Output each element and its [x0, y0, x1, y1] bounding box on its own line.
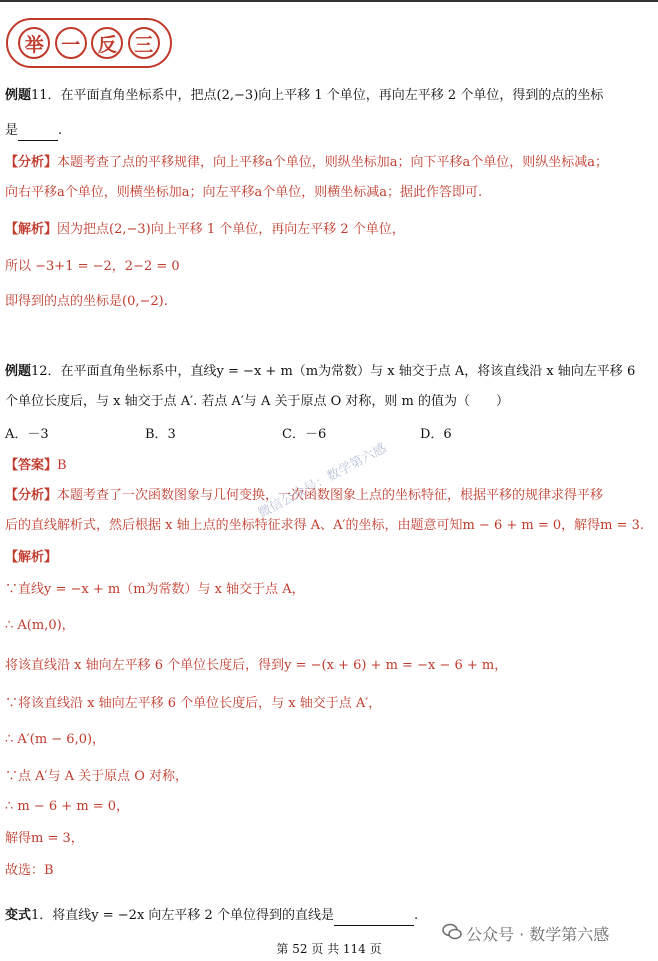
- choice-b: B．3: [145, 427, 176, 442]
- ex11-analysis-line2: 向右平移a个单位，则横坐标加a；向左平移a个单位，则横坐标减a；据此作答即可.: [5, 185, 483, 200]
- variant-question: [5, 906, 418, 926]
- ex12-question-line1: [5, 362, 635, 382]
- solution-step: ∵直线y = −x + m（m为常数）与 x 轴交于点 A，: [5, 582, 305, 597]
- banner-char: 一: [55, 27, 87, 59]
- watermark: 微信公众号：数学第六感: [255, 441, 390, 522]
- banner-char: 三: [128, 27, 160, 59]
- solution-step: ∴ A(m,0)，: [5, 618, 75, 633]
- ex12-answer: [5, 456, 67, 476]
- section-banner: [6, 18, 172, 68]
- example-label: 例题: [5, 88, 32, 103]
- solution-step: 故选：B: [5, 863, 54, 878]
- solution-step: ∴ m − 6 + m = 0，: [5, 799, 130, 814]
- question-text: 11．在平面直角坐标系中，把点(2,−3)向上平移 1 个单位，再向左平移 2 个单位，得到的点的坐标: [31, 88, 604, 103]
- variant-text: 1．将直线y = −2x 向左平移 2 个单位得到的直线是: [31, 908, 334, 923]
- ex11-question-line1: [5, 86, 603, 106]
- solution-tag: 【解析】: [5, 222, 58, 237]
- ex12-analysis-line2: 后的直线解析式，然后根据 x 轴上点的坐标特征求得 A、A′的坐标，由题意可知m − 6 + m = 0，解得m = 3.: [5, 518, 645, 533]
- solution-tag: 【解析】: [5, 550, 58, 565]
- answer-blank: [18, 140, 58, 141]
- ex11-solution-line1: [5, 220, 405, 240]
- choice-a: A．－3: [5, 427, 49, 442]
- banner-char: 反: [91, 27, 123, 59]
- answer-value: B: [57, 458, 67, 473]
- solution-step: ∵点 A′与 A 关于原点 O 对称，: [5, 769, 189, 784]
- ex11-solution-line3: 即得到的点的坐标是(0,−2).: [5, 294, 168, 309]
- answer-blank: [334, 925, 414, 926]
- question-text: .: [58, 123, 63, 138]
- analysis-text: 本题考查了一次函数图象与几何变换，一次函数图象上点的坐标特征，根据平移的规律求得平移: [57, 488, 604, 503]
- page-footer: 第 52 页 共 114 页: [276, 942, 382, 956]
- example-label: 例题: [5, 364, 32, 379]
- solution-text: 因为把点(2,−3)向上平移 1 个单位，再向左平移 2 个单位，: [57, 222, 405, 237]
- analysis-tag: 【分析】: [5, 488, 58, 503]
- solution-step: 解得m = 3，: [5, 831, 84, 846]
- logo-text: 公众号 · 数学第六感: [466, 925, 610, 944]
- analysis-text: 本题考查了点的平移规律，向上平移a个单位，则纵坐标加a；向下平移a个单位，则纵坐标减a；: [57, 155, 609, 170]
- question-text: 12．在平面直角坐标系中，直线y = −x + m（m为常数）与 x 轴交于点 A，将该直线沿 x 轴向左平移 6: [31, 364, 636, 379]
- choice-d: D．6: [420, 427, 452, 442]
- solution-step: ∵将该直线沿 x 轴向左平移 6 个单位长度后，与 x 轴交于点 A′，: [5, 696, 382, 711]
- top-rule: [0, 0, 658, 2]
- analysis-tag: 【分析】: [5, 155, 58, 170]
- choice-c: C．－6: [282, 427, 327, 442]
- question-text: 是: [5, 123, 19, 138]
- solution-step: ∴ A′(m − 6,0)，: [5, 732, 106, 747]
- variant-text: .: [413, 908, 419, 923]
- answer-tag: 【答案】: [5, 458, 58, 473]
- solution-step: 将该直线沿 x 轴向左平移 6 个单位长度后，得到y = −(x + 6) + m = −x − 6 + m，: [5, 658, 508, 673]
- banner-char: 举: [18, 27, 50, 59]
- variant-label: 变式: [5, 908, 32, 923]
- ex12-question-line2: 个单位长度后，与 x 轴交于点 A′. 若点 A′与 A 关于原点 O 对称，则 m 的值为（ ）: [5, 394, 509, 409]
- ex11-analysis-line1: [5, 153, 608, 173]
- ex11-question-line2: [5, 121, 62, 141]
- ex11-solution-line2: 所以 −3+1 = −2，2−2 = 0: [5, 259, 180, 274]
